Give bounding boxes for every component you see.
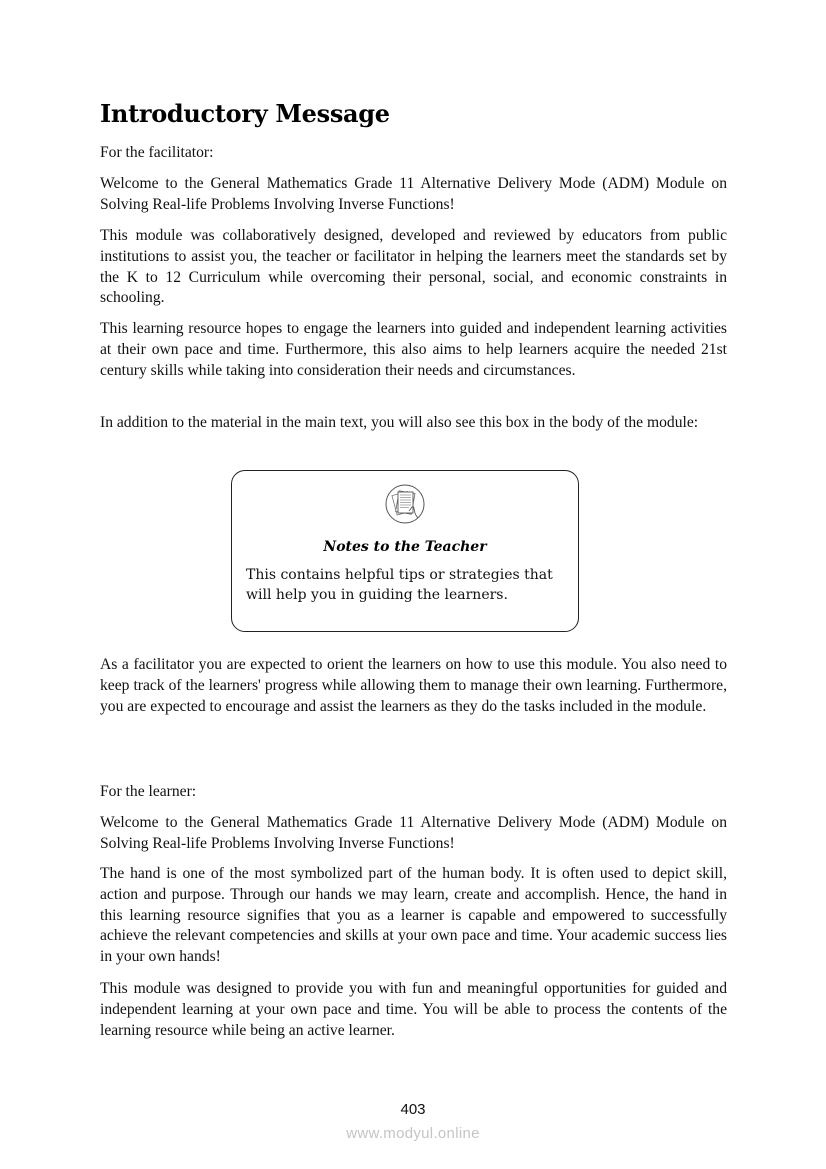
facilitator-welcome: Welcome to the General Mathematics Grade 11 Alternative Delivery Mode (ADM) Module on Solving Real-life Problems Involving Inverse Functions! <box>100 175 727 213</box>
notes-to-teacher-box <box>231 470 579 632</box>
page-title: Introductory Message <box>100 99 390 128</box>
watermark-url: www.modyul.online <box>346 1125 480 1142</box>
page-number: 403 <box>400 1101 426 1118</box>
facilitator-paragraph-1: This module was collaboratively designed, developed and reviewed by educators from public institutions to assist you, the teacher or facilitator in helping the learners meet the standards set by the K to 12 Curriculum while overcoming their personal, social, and economic constraints in schooling. <box>100 227 727 307</box>
note-box-title: Notes to the Teacher <box>323 539 487 555</box>
note-box-body: This contains helpful tips or strategies that will help you in guiding the learners. <box>246 567 553 603</box>
facilitator-paragraph-4: As a facilitator you are expected to orient the learners on how to use this module. You also need to keep track of the learners' progress while allowing them to manage their own learning. Furthermore, you are expected to encourage and assist the learners as they do the tasks included in the module. <box>100 656 727 715</box>
learner-paragraph-2: This module was designed to provide you with fun and meaningful opportunities for guided and independent learning at your own pace and time. You will be able to process the contents of the learning resource while being an active learner. <box>100 980 727 1039</box>
facilitator-paragraph-3: In addition to the material in the main text, you will also see this box in the body of the module: <box>100 414 699 431</box>
facilitator-heading: For the facilitator: <box>100 144 214 161</box>
notes-hand-icon <box>385 484 425 524</box>
learner-welcome: Welcome to the General Mathematics Grade 11 Alternative Delivery Mode (ADM) Module on Solving Real-life Problems Involving Inverse Functions! <box>100 814 727 852</box>
learner-heading: For the learner: <box>100 783 197 800</box>
learner-paragraph-1: The hand is one of the most symbolized part of the human body. It is often used to depict skill, action and purpose. Through our hands we may learn, create and accomplish. Hence, the hand in this learning resource signifies that you as a learner is capable and empowered to successfully achieve the relevant competencies and skills at your own pace and time. Your academic success lies in your own hands! <box>100 865 727 966</box>
facilitator-paragraph-2: This learning resource hopes to engage the learners into guided and independent learning activities at their own pace and time. Furthermore, this also aims to help learners acquire the needed 21st century skills while taking into consideration their needs and circumstances. <box>100 320 727 379</box>
